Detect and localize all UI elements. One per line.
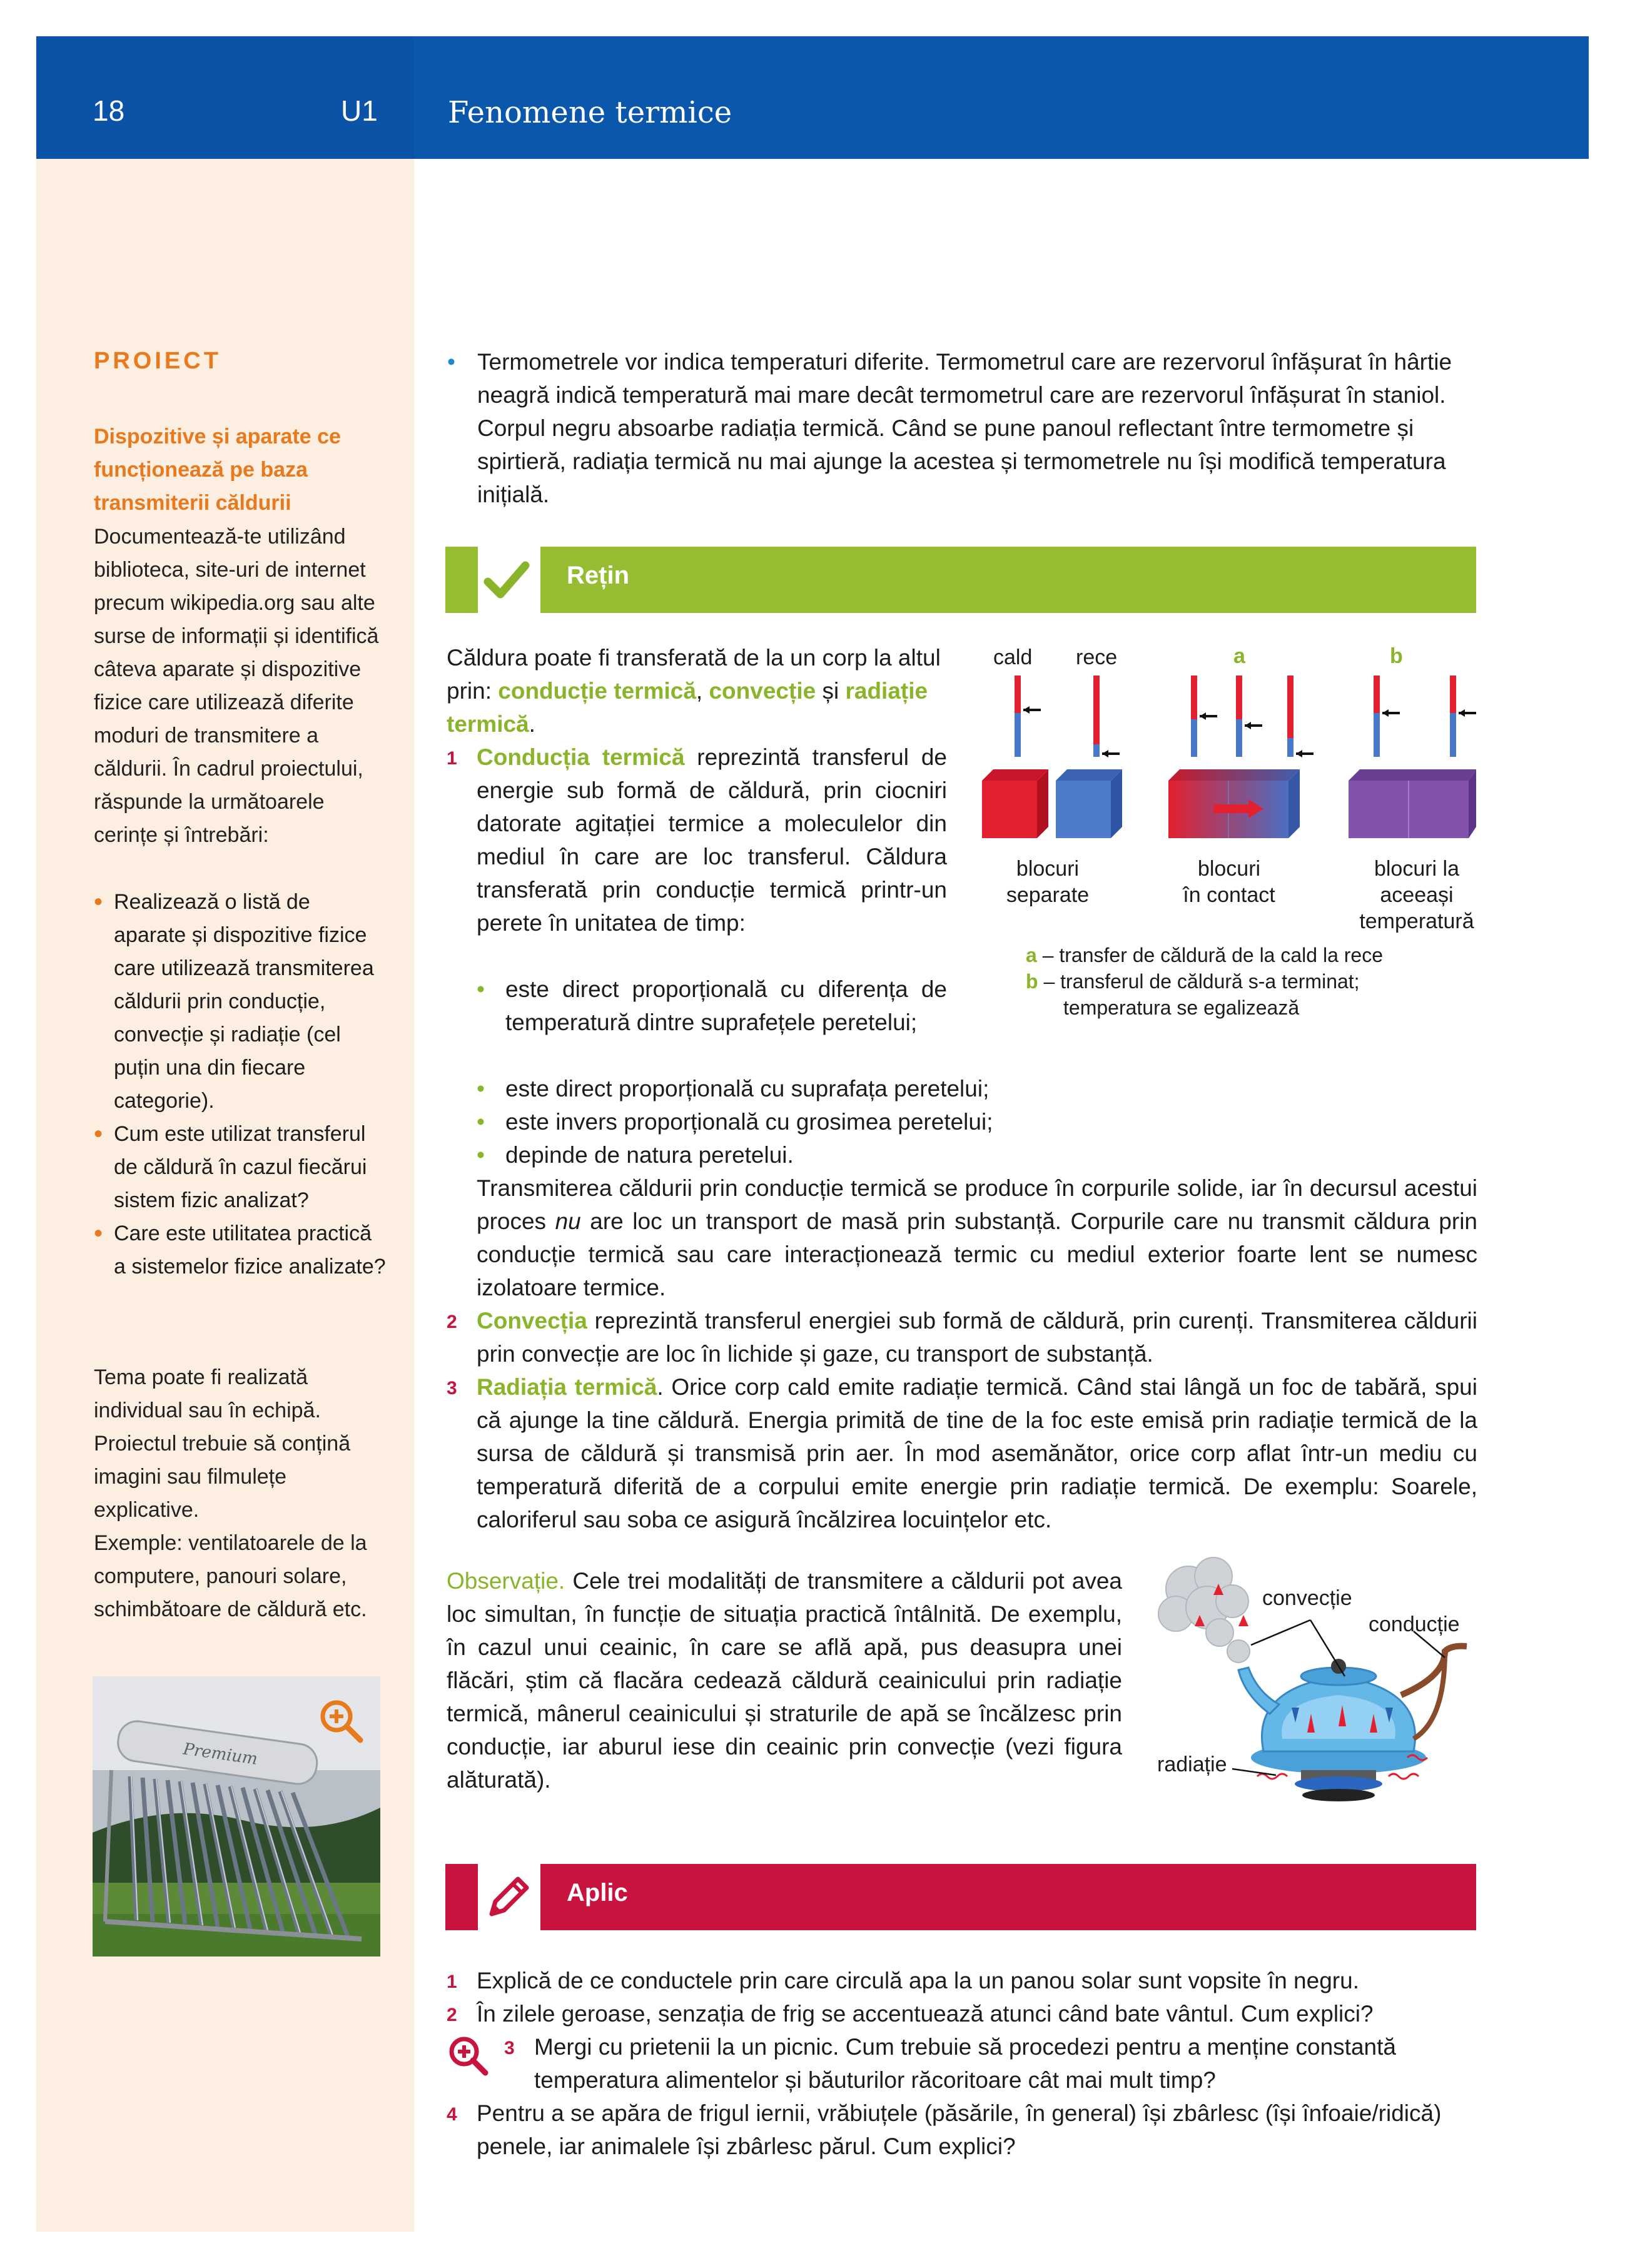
aplic-side-strip xyxy=(445,1864,478,1930)
unit-label: U1 xyxy=(341,94,378,127)
exercise-text: Pentru a se apăra de frigul iernii, vrăbiuțele (păsările, în general) își zbârlesc (își înfoaie/ridică) penele, iar animalele își zbârlesc părul. Cum explici? xyxy=(477,2100,1442,2159)
exercise-text: Mergi cu prietenii la un picnic. Cum trebuie să procedezi pentru a menține constantă temperatura alimentelor și băuturilor răcoritoare cât mai mult timp? xyxy=(534,2034,1396,2093)
label-conductie: conducție xyxy=(1369,1612,1460,1636)
bullet-marker: • xyxy=(447,349,455,375)
item-2-text: reprezintă transferul energiei sub formă de căldură, prin curenți. Transmiterea căldurii prin convecție are loc în lichide și gaze, cu transport de substanță. xyxy=(477,1308,1477,1367)
paragraph-text: Transmiterea căldurii prin conducție termică se produce în corpurile solide, iar în decursul acestui proces xyxy=(477,1175,1477,1234)
list-item: depinde de natura peretelui. xyxy=(505,1142,794,1168)
caption-line: blocuri la xyxy=(1374,857,1460,881)
caption-line: blocuri xyxy=(1197,857,1261,881)
observatie-paragraph xyxy=(447,1564,1122,1796)
list-item: este invers proporțională cu grosimea peretelui; xyxy=(505,1109,993,1135)
magnifier-plus-icon xyxy=(447,2034,490,2078)
label-convectie: convecție xyxy=(1262,1586,1352,1610)
project-title: Dispozitive și aparate ce funcționează pe baza transmiterii căldurii xyxy=(94,425,341,515)
item-1-paragraph xyxy=(447,741,947,939)
paragraph-text: are loc un transport de masă prin substanță. Corpurile care nu transmit căldura prin conducție termică sau care interacționează termic cu mediul exterior foarte lent se numesc izolatoare termice. xyxy=(477,1208,1477,1300)
retin-lead xyxy=(447,641,947,741)
term-radiatie-heading: Radiația termică xyxy=(477,1374,657,1400)
blocks-legend xyxy=(1026,942,1464,1021)
legend-text: – transferul de căldură s-a terminat; xyxy=(1038,970,1360,993)
item-2-paragraph xyxy=(447,1304,1477,1370)
list-item: • Realizează o listă de aparate și dispozitive fizice care utilizează transmiterea căldurii prin conducție, convecție și radiație (cel puțin una din fiecare categorie). xyxy=(94,886,388,1118)
blocks-equal-temperature xyxy=(1349,769,1476,838)
item-number: 2 xyxy=(447,1312,457,1332)
label-rece: rece xyxy=(1076,645,1118,669)
caption-separate xyxy=(1001,856,1095,908)
caption-contact xyxy=(1182,856,1276,908)
blocks-separate xyxy=(982,769,1122,838)
project-requirements-list xyxy=(94,886,388,1283)
retin-item-3 xyxy=(447,1370,1477,1536)
pencil-icon xyxy=(483,1873,533,1923)
observatie-label: Observație. xyxy=(447,1568,565,1594)
page-number: 18 xyxy=(93,94,125,127)
project-notes xyxy=(94,1361,388,1626)
term-conductie-termica: Conducția termică xyxy=(477,744,685,770)
aplic-item-3 xyxy=(504,2030,1480,2097)
aplic-item-4 xyxy=(447,2097,1479,2163)
caption-line: în contact xyxy=(1183,883,1275,907)
caption-line: separate xyxy=(1006,883,1090,907)
thermometer-conclusion xyxy=(447,345,1486,511)
bullet-marker: • xyxy=(477,1109,485,1135)
label-cald: cald xyxy=(993,645,1033,669)
item-3-paragraph xyxy=(447,1370,1477,1536)
project-examples: Exemple: ventilatoarele de la computere, panouri solare, schimbătoare de căldură etc. xyxy=(94,1531,367,1621)
project-team-note: Tema poate fi realizată individual sau în echipă. Proiectul trebuie să conțină imagini sau filmulețe explicative. xyxy=(94,1365,351,1522)
item-3-text: . Orice corp cald emite radiație termică. Când stai lângă un foc de tabără, spui că ajunge la tine căldură. Energia primită de tine de la foc este emisă prin radiație termică de la sursa de căldură și transmisă prin aer. În mod asemănător, orice corp aflat într-un mediu cu temperatură diferită de a corpului emite energie prin radiație termică. De exemplu: Soarele, caloriferul sau soba ce asigură încălzirea locuințelor etc. xyxy=(477,1374,1477,1532)
thermometer-group-equal xyxy=(1374,676,1476,757)
magnifier-plus-icon xyxy=(318,1698,365,1745)
item-number: 4 xyxy=(447,2104,457,2125)
lead-text: Căldura poate fi transferată de la un corp la altul prin: xyxy=(447,645,941,704)
project-heading: PROIECT xyxy=(94,348,221,374)
blocks-and-thermometers-svg xyxy=(963,676,1476,863)
heat-transfer-blocks-figure xyxy=(963,638,1476,1026)
bullet-marker: • xyxy=(477,1076,485,1101)
item-number: 3 xyxy=(504,2038,515,2058)
retin-item-1 xyxy=(447,741,947,939)
thermometer-group-separate xyxy=(1015,676,1120,757)
aplic-item-2 xyxy=(447,1997,1479,2030)
lead-text: , xyxy=(696,678,709,704)
term-conductie: conducție termică xyxy=(498,678,696,704)
checkmark-icon xyxy=(483,558,530,603)
exercise-text: Explică de ce conductele prin care circulă apa la un panou solar sunt vopsite în negru. xyxy=(477,1968,1359,1993)
observatie-text: Cele trei modalități de transmitere a căldurii pot avea loc simultan, în funcție de situația practică întâlnită. De exemplu, în cazul unui ceainic, în care se află apă, pus deasupra unei flăcări, știm că flacăra cedează căldură ceainicului prin radiație termică, mânerul ceainicului și straturile de apă se încălzesc prin conducție, iar aburul iese din ceainic prin convecție (vezi figura alăturată). xyxy=(447,1568,1122,1793)
list-item: este direct proporțională cu diferența de temperatură dintre suprafețele peretelui; xyxy=(505,976,947,1035)
legend-text: temperatura se egalizează xyxy=(1063,996,1300,1019)
conductie-bullet xyxy=(477,1072,1502,1105)
zoom-icon[interactable] xyxy=(447,2034,490,2078)
bullet-marker: • xyxy=(477,1142,485,1168)
aplic-title: Aplic xyxy=(567,1879,628,1906)
list-item: • Care este utilitatea practică a sistemelor fizice analizate? xyxy=(94,1217,388,1283)
term-convectie: convecție xyxy=(709,678,816,704)
term-radiatie: radiație termică xyxy=(447,678,928,737)
conductie-bullet xyxy=(477,1138,1502,1172)
conductie-bullet xyxy=(477,1105,1502,1138)
legend-text: – transfer de căldură de la cald la rece xyxy=(1036,944,1383,966)
zoom-icon[interactable] xyxy=(318,1698,365,1745)
thermometer-group-contact xyxy=(1191,676,1314,757)
legend-a xyxy=(1026,942,1464,968)
list-item: este direct proporțională cu suprafața peretelui; xyxy=(505,1076,990,1101)
lead-text: . xyxy=(529,711,535,737)
caption-line: aceeași xyxy=(1380,883,1454,907)
conductie-continuation xyxy=(477,1172,1477,1304)
project-intro: Documentează-te utilizând biblioteca, site-uri de internet precum wikipedia.org sau alte surse de informații și identifică câteva aparate și dispozitive fizice care utilizează diferite moduri de transmitere a căldurii. În cadrul proiectului, răspunde la următoarele cerințe și întrebări: xyxy=(94,525,379,847)
item-number: 2 xyxy=(447,2005,457,2025)
item-1-text: reprezintă transferul de energie sub formă de căldură, prin ciocniri datorate agitației termice a moleculelor din mediul în care are loc transferul. Căldura transferată prin conducție termică printr-un perete în unitatea de timp: xyxy=(477,744,947,936)
blocks-in-contact xyxy=(1168,769,1300,838)
exercise-text: În zilele geroase, senzația de frig se accentuează atunci când bate vântul. Cum explici? xyxy=(477,2001,1374,2027)
conductie-bullet xyxy=(477,973,947,1039)
caption-line: blocuri xyxy=(1016,857,1080,881)
thermometer-conclusion-text: Termometrele vor indica temperaturi diferite. Termometrul care are rezervorul înfășurat în hârtie neagră indică temperatură mai mare decât termometrul care are rezervorul înfășurat în staniol. Corpul negru absoarbe radiația termică. Când se pune panoul reflectant între termometre și spirtieră, radiația termică nu mai ajunge la acestea și termometrele nu își modifică temperatura inițială. xyxy=(477,349,1452,507)
chapter-title: Fenomene termice xyxy=(448,95,732,130)
retin-banner xyxy=(540,547,1476,613)
kettle-figure xyxy=(1151,1551,1489,1826)
term-convectie-heading: Convecția xyxy=(477,1308,587,1334)
list-item: • Cum este utilizat transferul de căldură în cazul fiecărui sistem fizic analizat? xyxy=(94,1118,388,1217)
retin-side-strip xyxy=(445,547,478,613)
lead-text: și xyxy=(816,678,846,704)
caption-equal xyxy=(1357,856,1476,934)
item-number: 3 xyxy=(447,1378,457,1399)
retin-title: Rețin xyxy=(567,562,629,589)
legend-b xyxy=(1026,968,1464,995)
emphasis-nu: nu xyxy=(555,1208,581,1234)
aplic-item-1 xyxy=(447,1964,1479,1997)
label-radiatie: radiație xyxy=(1157,1753,1227,1776)
aplic-banner xyxy=(540,1864,1476,1930)
caption-line: temperatură xyxy=(1359,909,1474,933)
retin-item-2 xyxy=(447,1304,1477,1370)
legend-letter: a xyxy=(1026,944,1037,966)
item-number: 1 xyxy=(447,1972,457,1992)
item-number: 1 xyxy=(447,748,457,769)
bullet-marker: • xyxy=(477,976,485,1002)
label-a: a xyxy=(1233,644,1245,668)
legend-letter: b xyxy=(1026,970,1038,993)
svg-text:Premium: Premium xyxy=(181,1739,259,1769)
label-b: b xyxy=(1390,644,1403,668)
